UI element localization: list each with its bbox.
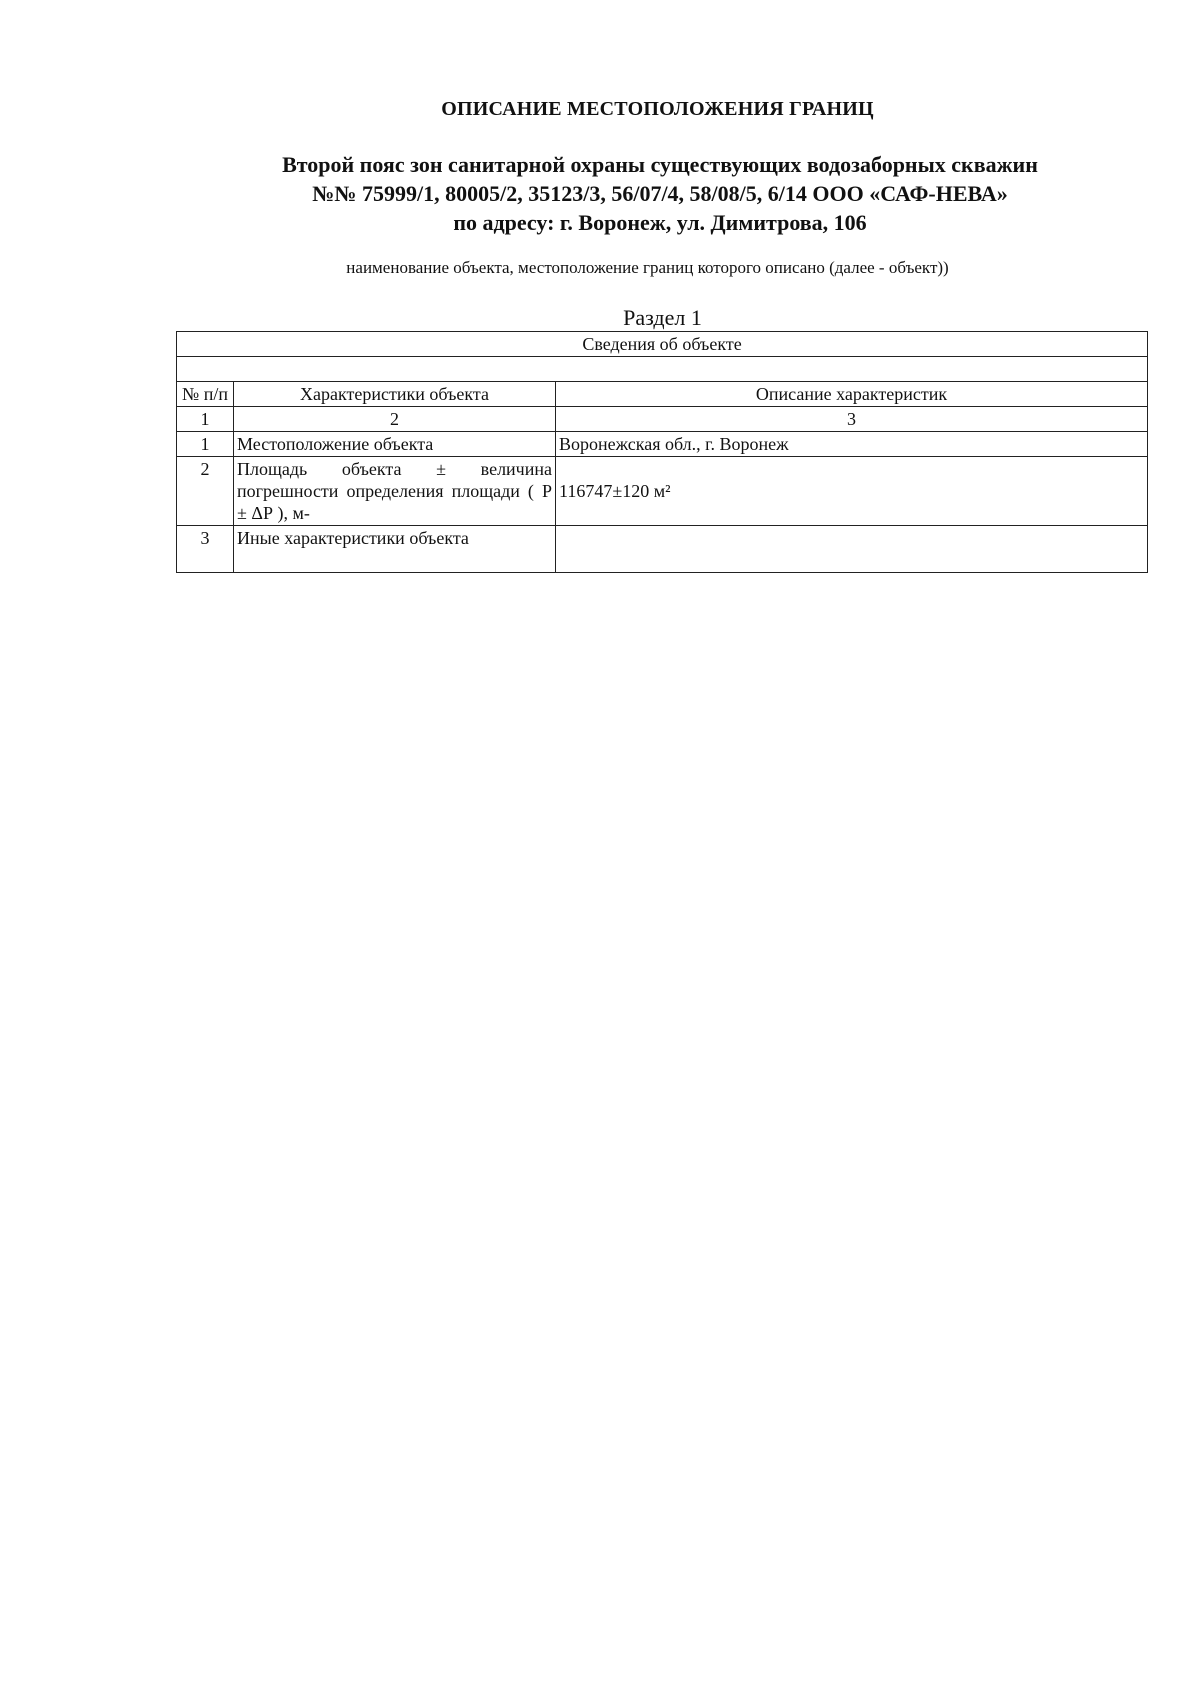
row-characteristic: Иные характеристики объекта <box>234 526 556 573</box>
object-name-line-1: Второй пояс зон санитарной охраны существующих водозаборных скважин <box>282 152 1038 177</box>
object-name <box>0 150 1200 237</box>
header-description: Описание характеристик <box>556 382 1148 407</box>
row-description: Воронежская обл., г. Воронеж <box>556 432 1148 457</box>
row-description: 116747±120 м² <box>556 457 1148 526</box>
section-label: Раздел 1 <box>623 305 702 330</box>
table-caption: Сведения об объекте <box>177 332 1148 357</box>
header-characteristic: Характеристики объекта <box>234 382 556 407</box>
column-number-2: 2 <box>234 407 556 432</box>
row-number: 2 <box>177 457 234 526</box>
row-characteristic: Местоположение объекта <box>234 432 556 457</box>
blank-cell <box>177 357 1148 382</box>
object-info-table <box>176 331 1148 573</box>
row-number: 3 <box>177 526 234 573</box>
row-description <box>556 526 1148 573</box>
object-caption: наименование объекта, местоположение границ которого описано (далее - объект)) <box>346 258 949 277</box>
header-number: № п/п <box>177 382 234 407</box>
row-number: 1 <box>177 432 234 457</box>
table-caption-row <box>177 332 1148 357</box>
table-column-numbers-row <box>177 407 1148 432</box>
table-row <box>177 457 1148 526</box>
table-row <box>177 526 1148 573</box>
table-row <box>177 432 1148 457</box>
document-title: ОПИСАНИЕ МЕСТОПОЛОЖЕНИЯ ГРАНИЦ <box>441 98 874 120</box>
object-name-line-3: по адресу: г. Воронеж, ул. Димитрова, 106 <box>453 210 867 235</box>
table-header-row <box>177 382 1148 407</box>
row-characteristic: Площадь объекта ± величина погрешности определения площади ( Р ± ΔР ), м- <box>234 457 556 526</box>
column-number-3: 3 <box>556 407 1148 432</box>
column-number-1: 1 <box>177 407 234 432</box>
table-blank-row <box>177 357 1148 382</box>
object-name-line-2: №№ 75999/1, 80005/2, 35123/3, 56/07/4, 58/08/5, 6/14 ООО «САФ-НЕВА» <box>312 181 1008 206</box>
